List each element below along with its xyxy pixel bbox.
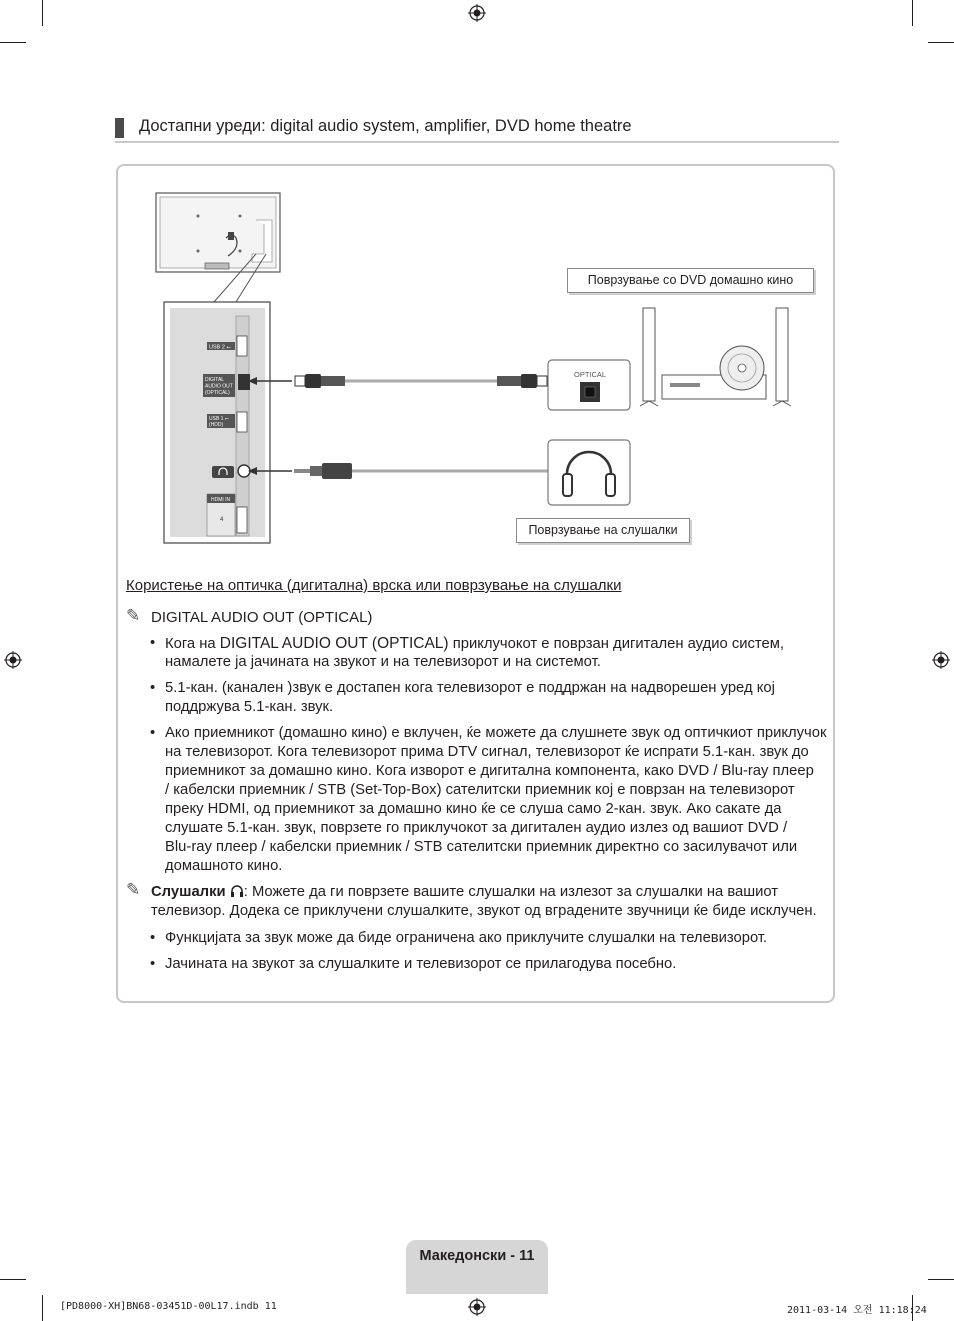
heading-bar (115, 118, 124, 138)
registration-mark-icon (468, 4, 486, 22)
crop-mark (0, 1279, 26, 1280)
port-label-usb1: USB 1 ⭠ (HDD) (209, 416, 229, 428)
optical-label: OPTICAL (574, 370, 607, 379)
port-label-digital-audio-out: DIGITAL AUDIO OUT (OPTICAL) (205, 377, 233, 396)
note-title-optical: DIGITAL AUDIO OUT (OPTICAL) (151, 609, 373, 626)
crop-mark (42, 0, 43, 26)
crop-mark (42, 1295, 43, 1321)
label-dvd-home-theatre: Поврзување со DVD домашно кино (567, 268, 814, 293)
section-heading (115, 115, 839, 143)
crop-mark (928, 42, 954, 43)
registration-mark-icon (932, 651, 950, 669)
section-title: Достапни уреди: digital audio system, amplifier, DVD home theatre (139, 117, 632, 135)
note-pencil-icon: ✎ (126, 880, 141, 899)
port-label-usb2: USB 2 ⭠ (209, 344, 231, 351)
page-number-tab (406, 1240, 548, 1294)
port-label-hdmi: HDMI IN (211, 497, 231, 503)
page-number: Македонски - 11 (419, 1248, 535, 1264)
label-headphones-connection: Поврзување на слушалки (516, 518, 690, 543)
subheading: Користење на оптичка (дигитална) врска или поврзување на слушалки (126, 577, 622, 594)
crop-mark (0, 42, 26, 43)
registration-mark-icon (468, 1298, 486, 1316)
headphones-icon (230, 884, 244, 898)
port-label-hdmi-number: 4 (220, 517, 224, 523)
headphones-box (548, 440, 630, 505)
crop-mark (912, 0, 913, 26)
speaker-right-icon (776, 308, 788, 401)
registration-mark-icon (4, 651, 22, 669)
note-pencil-icon: ✎ (126, 606, 141, 625)
speaker-left-icon (643, 308, 655, 401)
date-slug: 2011-03-14 오전 11:18:24 (787, 1305, 927, 1316)
connection-diagram (150, 188, 800, 548)
file-slug: [PD8000-XH]BN68-03451D-00L17.indb 11 (60, 1301, 277, 1312)
crop-mark (928, 1279, 954, 1280)
